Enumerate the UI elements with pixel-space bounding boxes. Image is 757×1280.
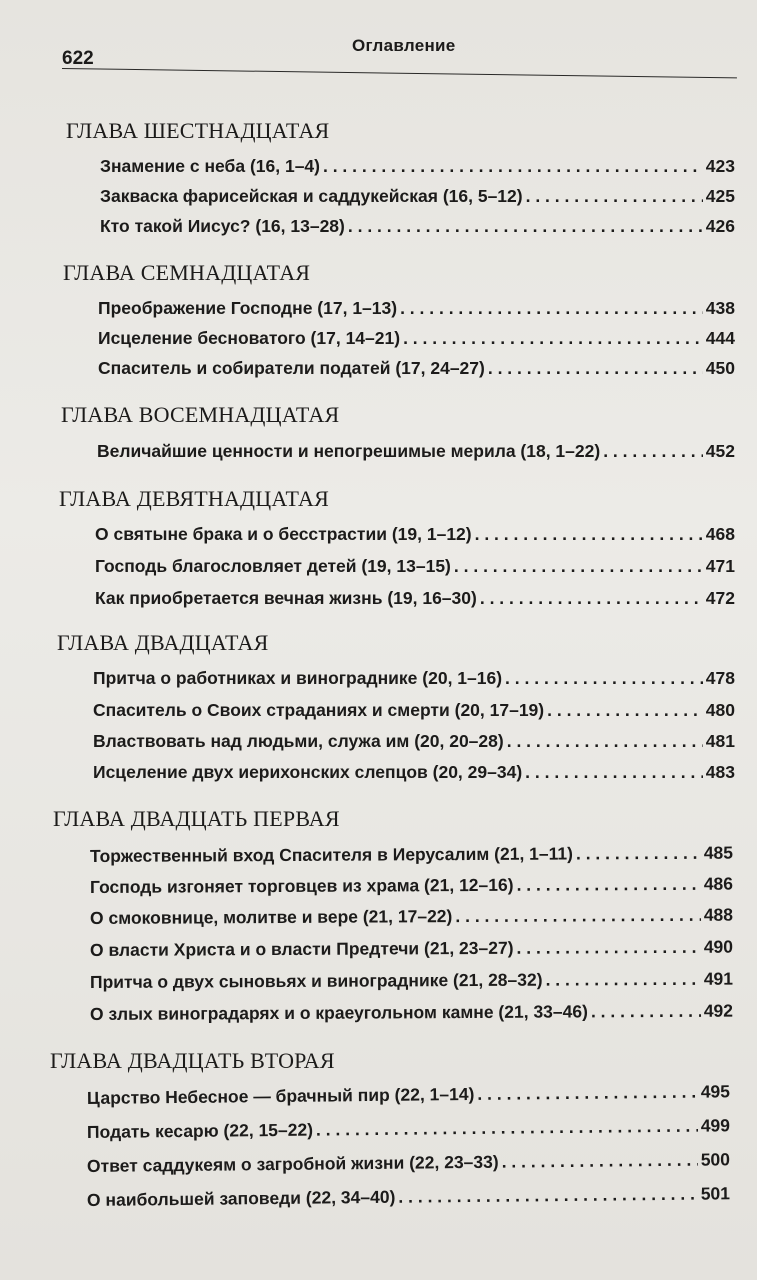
dot-leader xyxy=(316,1116,698,1141)
chapter-title: ГЛАВА ДВАДЦАТЬ ПЕРВАЯ xyxy=(53,806,340,831)
entry-page-number: 480 xyxy=(705,700,735,720)
dot-leader xyxy=(475,524,703,545)
chapter-title: ГЛАВА ДЕВЯТНАДЦАТАЯ xyxy=(59,486,330,511)
dot-leader xyxy=(525,762,703,783)
toc-entry xyxy=(98,358,735,379)
toc-entry xyxy=(90,843,733,867)
entry-title: Преображение Господне (17, 1–13) xyxy=(98,298,398,318)
entry-title: Торжественный вход Спасителя в Иерусалим (21, 1–11) xyxy=(89,843,573,866)
dot-leader xyxy=(502,1150,698,1173)
entry-page-number: 485 xyxy=(703,842,734,863)
entry-title: Как приобретается вечная жизнь (19, 16–30) xyxy=(95,588,477,608)
entry-title: Закваска фарисейская и саддукейская (16, 5–12) xyxy=(100,186,523,206)
dot-leader xyxy=(477,1082,698,1105)
entry-page-number: 450 xyxy=(705,358,735,378)
entry-title: Кто такой Иисус? (16, 13–28) xyxy=(100,216,345,236)
chapter-title: ГЛАВА ДВАДЦАТЬ ВТОРАЯ xyxy=(50,1048,335,1073)
dot-leader xyxy=(488,358,703,379)
running-title: Оглавление xyxy=(352,36,456,55)
entry-page-number: 492 xyxy=(703,1000,734,1021)
entry-title: Исцеление бесноватого (17, 14–21) xyxy=(98,328,401,348)
entry-title: Притча о двух сыновьях и винограднике (21, 28–32) xyxy=(89,969,543,992)
dot-leader xyxy=(516,937,700,959)
toc-entry xyxy=(87,1115,730,1143)
entry-title: Подать кесарю (22, 15–22) xyxy=(86,1119,314,1142)
entry-title: О власти Христа и о власти Предтечи (21, 23–27) xyxy=(89,937,514,960)
toc-entry xyxy=(87,1149,730,1177)
entry-title: Знамение с неба (16, 1–4) xyxy=(100,156,320,176)
toc-entry xyxy=(100,216,735,237)
entry-page-number: 483 xyxy=(705,762,735,782)
entry-page-number: 425 xyxy=(705,186,735,206)
chapter-title: ГЛАВА СЕМНАДЦАТАЯ xyxy=(63,260,311,285)
toc-entry xyxy=(98,328,735,349)
chapter-title: ГЛАВА ВОСЕМНАДЦАТАЯ xyxy=(61,402,340,427)
toc-entry xyxy=(87,1081,730,1109)
dot-leader xyxy=(403,328,703,349)
entry-title: Притча о работниках и винограднике (20, 1–16) xyxy=(93,668,503,688)
dot-leader xyxy=(400,298,703,319)
dot-leader xyxy=(480,588,703,609)
dot-leader xyxy=(576,843,701,865)
dot-leader xyxy=(603,441,703,462)
dot-leader xyxy=(454,556,703,577)
toc-entry xyxy=(90,969,733,993)
entry-page-number: 486 xyxy=(703,873,734,894)
dot-leader xyxy=(547,700,703,721)
entry-page-number: 491 xyxy=(703,968,734,989)
entry-title: О смоковнице, молитве и вере (21, 17–22) xyxy=(89,906,453,928)
toc-entry xyxy=(95,588,735,609)
entry-title: Властвовать над людьми, служа им (20, 20–28) xyxy=(93,731,504,751)
entry-title: Спаситель о Своих страданиях и смерти (20, 17–19) xyxy=(93,700,545,720)
page-number: 622 xyxy=(62,48,94,69)
toc-entry xyxy=(95,556,735,577)
entry-page-number: 444 xyxy=(705,328,735,348)
entry-page-number: 499 xyxy=(700,1115,731,1136)
dot-leader xyxy=(398,1184,698,1208)
entry-title: Царство Небесное — брачный пир (22, 1–14) xyxy=(86,1083,475,1108)
entry-page-number: 500 xyxy=(700,1149,731,1170)
toc-entry xyxy=(93,731,735,752)
toc-entry xyxy=(97,441,735,462)
entry-page-number: 495 xyxy=(700,1081,731,1102)
dot-leader xyxy=(505,668,703,689)
toc-entry xyxy=(90,905,733,929)
entry-title: Господь благословляет детей (19, 13–15) xyxy=(95,556,451,576)
entry-title: О наибольшей заповеди (22, 34–40) xyxy=(86,1186,396,1210)
entry-title: Величайшие ценности и непогрешимые мерила (18, 1–22) xyxy=(97,441,601,461)
toc-entry xyxy=(95,524,735,545)
toc-entry xyxy=(93,762,735,783)
toc-entry xyxy=(90,1001,733,1025)
dot-leader xyxy=(323,156,703,177)
entry-title: Ответ саддукеям о загробной жизни (22, 23–33) xyxy=(86,1151,499,1176)
chapter-title: ГЛАВА ДВАДЦАТАЯ xyxy=(57,630,269,655)
entry-page-number: 468 xyxy=(705,524,735,544)
entry-page-number: 426 xyxy=(705,216,735,236)
entry-page-number: 481 xyxy=(705,731,735,751)
dot-leader xyxy=(516,874,700,896)
toc-entry xyxy=(100,186,735,207)
entry-page-number: 438 xyxy=(705,298,735,318)
entry-title: Господь изгоняет торговцев из храма (21, 12–16) xyxy=(89,874,514,897)
entry-title: О злых виноградарях и о краеугольном камне (21, 33–46) xyxy=(89,1001,588,1024)
dot-leader xyxy=(591,1001,701,1023)
dot-leader xyxy=(526,186,703,207)
dot-leader xyxy=(348,216,703,237)
entry-title: Спаситель и собиратели податей (17, 24–27) xyxy=(98,358,485,378)
entry-page-number: 472 xyxy=(705,588,735,608)
toc-entry xyxy=(98,298,735,319)
dot-leader xyxy=(455,905,701,927)
dot-leader xyxy=(507,731,703,752)
entry-title: Исцеление двух иерихонских слепцов (20, 29–34) xyxy=(93,762,523,782)
entry-page-number: 488 xyxy=(703,904,734,925)
entry-title: О святыне брака и о бесстрастии (19, 1–12) xyxy=(95,524,472,544)
toc-entry xyxy=(90,874,733,898)
toc-entry xyxy=(87,1183,730,1211)
toc-entry xyxy=(93,700,735,721)
entry-page-number: 471 xyxy=(705,556,735,576)
dot-leader xyxy=(545,969,700,991)
toc-entry xyxy=(90,937,733,961)
chapter-title: ГЛАВА ШЕСТНАДЦАТАЯ xyxy=(66,118,330,143)
entry-page-number: 452 xyxy=(705,441,735,461)
entry-page-number: 478 xyxy=(705,668,735,688)
toc-entry xyxy=(100,156,735,177)
toc-entry xyxy=(93,668,735,689)
entry-page-number: 490 xyxy=(703,936,734,957)
entry-page-number: 501 xyxy=(700,1183,731,1204)
entry-page-number: 423 xyxy=(705,156,735,176)
